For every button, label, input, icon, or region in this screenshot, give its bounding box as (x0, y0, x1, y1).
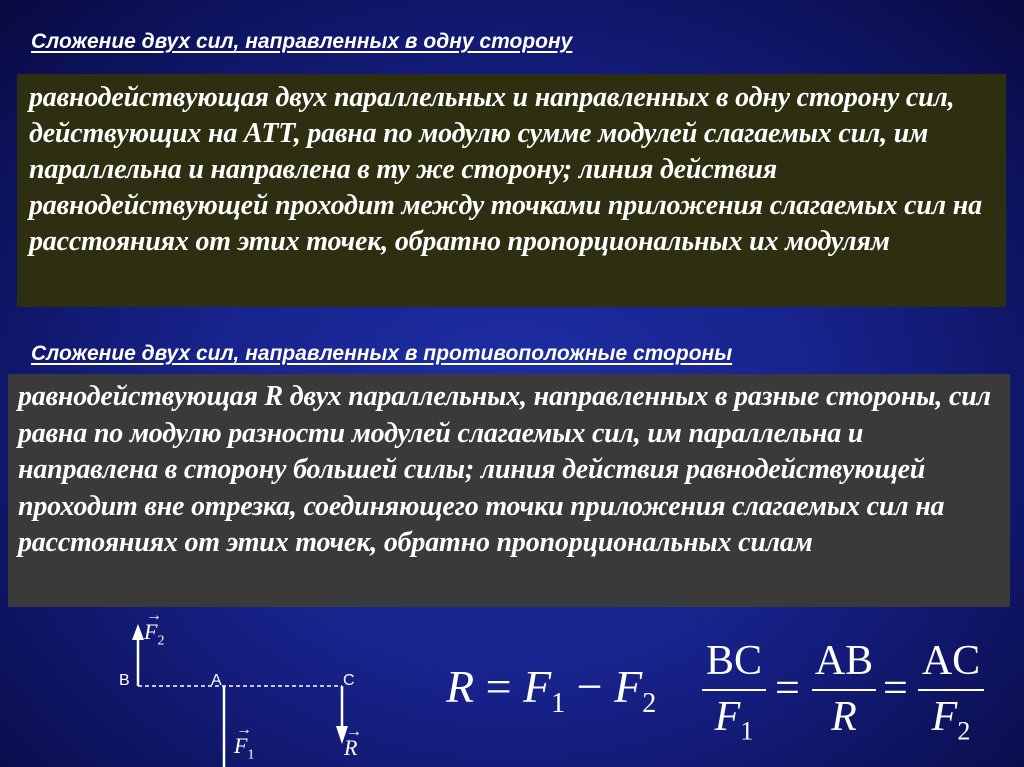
point-a-label: A (211, 672, 222, 689)
fraction-numerator: AC (921, 638, 981, 684)
fraction-bar (702, 689, 766, 691)
fraction-ab-r (812, 637, 876, 741)
r-vector-label: → R (344, 723, 362, 760)
point-b-label: B (119, 672, 130, 689)
equals-sign: = (775, 663, 800, 712)
fraction-ac-f2 (918, 637, 984, 746)
section-heading-same-direction: Сложение двух сил, направленных в одну сторону (31, 30, 573, 53)
fraction-denominator: R (831, 694, 857, 740)
fraction-numerator: BC (705, 638, 763, 684)
definition-text-opposite-direction: равнодействующая R двух параллельных, направленных в разные стороны, сил равна по модулю разности модулей слагаемых сил, им параллельна и направлена в сторону большей силы; линия действия равнодействующей проходит вне отрезка, соединяющего точки приложения слагаемых сил на расстояниях от этих точек, обратно пропорциональных силам (18, 381, 991, 558)
force-f2-arrowhead (132, 624, 144, 640)
resultant-formula: $R = F_1 - F_2$ (446, 661, 657, 720)
point-c-label: C (343, 672, 355, 689)
fraction-bc-f1 (702, 637, 766, 746)
equals-sign: = (883, 663, 908, 712)
fraction-numerator: AB (814, 638, 874, 684)
fraction-denominator: $F_2$ (931, 694, 971, 746)
fraction-bar (918, 689, 984, 691)
section-heading-opposite-direction: Сложение двух сил, направленных в противоположные стороны (31, 342, 733, 365)
fraction-bar (812, 689, 876, 691)
f2-vector-label: → $F_2$ (144, 607, 165, 649)
definition-text-same-direction: равнодействующая двух параллельных и направленных в одну сторону сил, действующих на АТТ, равна по модулю сумме модулей слагаемых сил, им параллельна и направлена в ту же сторону; линия действия равнодействующей проходит между точками приложения слагаемых сил на расстояниях от этих точек, обратно пропорциональных их модулям (29, 82, 982, 257)
fraction-denominator: $F_1$ (714, 694, 754, 746)
f1-vector-label: → $F_1$ (234, 721, 255, 763)
